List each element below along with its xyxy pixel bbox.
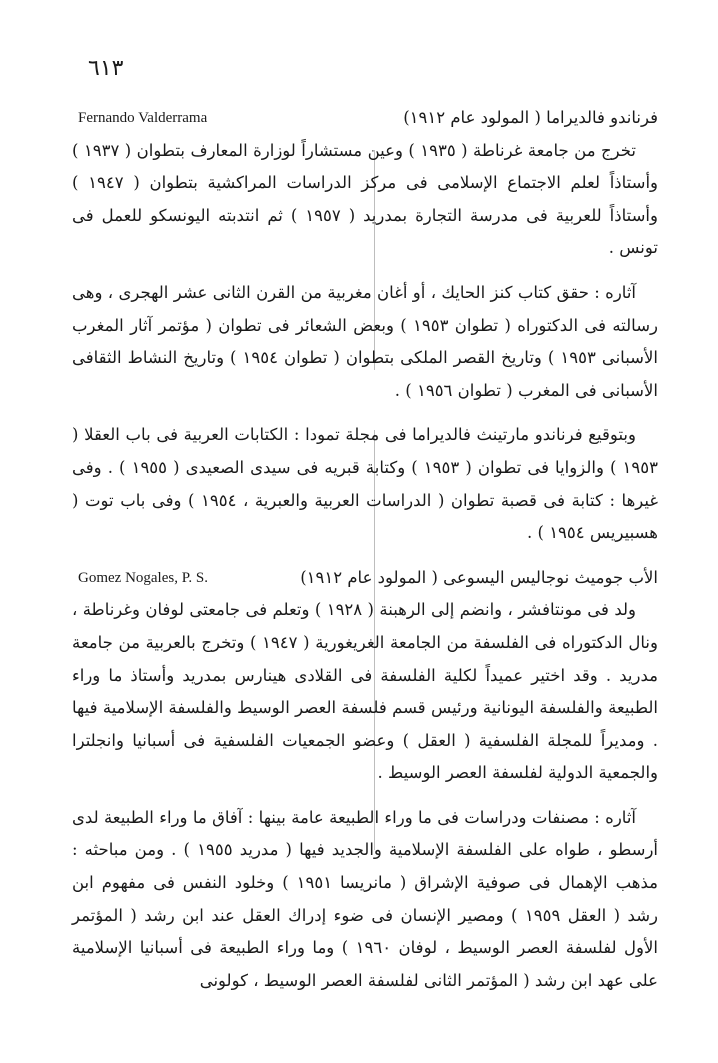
arabic-name-valderrama: فرناندو فالديراما ( المولود عام ١٩١٢) bbox=[403, 108, 658, 127]
latin-name-valderrama: Fernando Valderrama bbox=[78, 110, 208, 126]
gomez-nogales-works: آثاره : مصنفات ودراسات فى ما وراء الطبيعة عامة بينها : آفاق ما وراء الطبيعة لدى أرسطو ، طواه على الفلسفة الإسلامية والجديد فيها ( مدريد ١٩٥٥ ) . ومن مباحثه : مذهب الإهمال فى صوفية الإشراق ( مانريسا ١٩٥١ ) وخلود النفس فى مفهوم ابن رشد ( العقل ١٩٥٩ ) ومصير الإنسان فى ضوء إدراك العقل عند ابن رشد ( المؤتمر الأول لفلسفة العصر الوسيط ، لوفان ١٩٦٠ ) وما وراء الطبيعة فى أسبانيا الإسلامية على عهد ابن رشد ( المؤتمر الثانى لفلسفة العصر الوسيط ، كولونى bbox=[72, 807, 659, 990]
valderrama-biography: تخرج من جامعة غرناطة ( ١٩٣٥ ) وعين مستشاراً لوزارة المعارف بتطوان ( ١٩٣٧ ) وأستاذاً لعلم الاجتماع الإسلامى فى مركز الدراسات المراكشية بتطوان ( ١٩٤٧ ) وأستاذاً للعربية فى مدرسة التجارة بمدريد ( ١٩٥٧ ) ثم انتدبته اليونسكو للعمل فى تونس . bbox=[72, 140, 659, 258]
gomez-nogales-biography: ولد فى مونتافشر ، وانضم إلى الرهبنة ( ١٩٢٨ ) وتعلم فى جامعتى لوفان وغرناطة ، ونال الدكتوراه فى الفلسفة من الجامعة الغريغورية ( ١٩٤٧ ) وتخرج بالعربية من جامعة مدريد . وقد اختير عميداً لكلية الفلسفة فى القلادى هينارس بمدريد وأستاذ ما وراء الطبيعة والفلسفة اليونانية ورئيس قسم فلسفة العصر الوسيط والفلسفة الإسلامية فيها . ومديراً للمجلة الفلسفية ( العقل ) وعضو الجمعيات الفلسفية فى أسبانيا وانجلترا والجمعية الدولية لفلسفة العصر الوسيط . bbox=[72, 600, 658, 783]
page-number: ٦١٣ bbox=[88, 56, 124, 81]
entry-heading-gomez-nogales bbox=[72, 562, 658, 595]
latin-name-gomez-nogales: Gomez Nogales, P. S. bbox=[78, 569, 208, 586]
arabic-name-gomez-nogales: الأب جوميث نوجاليس اليسوعى ( المولود عام ١٩١٢) bbox=[300, 567, 658, 587]
valderrama-tamuda-articles: وبتوقيع فرناندو مارتينث فالديراما فى مجلة تمودا : الكتابات العربية فى باب العقلا ( ١٩٥٣ ) والزوايا فى تطوان ( ١٩٥٣ ) وكتابة قبريه فى سيدى الصعيدى ( ١٩٥٥ ) . وفى غيرها : كتابة فى قصبة تطوان ( الدراسات العربية والعبرية ، ١٩٥٤ ) وفى باب توت ( هسبيريس ١٩٥٤ ) . bbox=[72, 425, 658, 543]
entry-heading-valderrama bbox=[72, 102, 658, 135]
page-text bbox=[72, 102, 658, 997]
valderrama-works: آثاره : حقق كتاب كنز الحايك ، أو أغان مغربية من القرن الثانى عشر الهجرى ، وهى رسالته فى الدكتوراه ( تطوان ١٩٥٣ ) وبعض الشعائر فى تطوان ( مؤتمر آثار المغرب الأسبانى ١٩٥٣ ) وتاريخ القصر الملكى بتطوان ( تطوان ١٩٥٤ ) وتاريخ النشاط الثقافى الأسبانى فى المغرب ( تطوان ١٩٥٦ ) . bbox=[72, 282, 659, 400]
